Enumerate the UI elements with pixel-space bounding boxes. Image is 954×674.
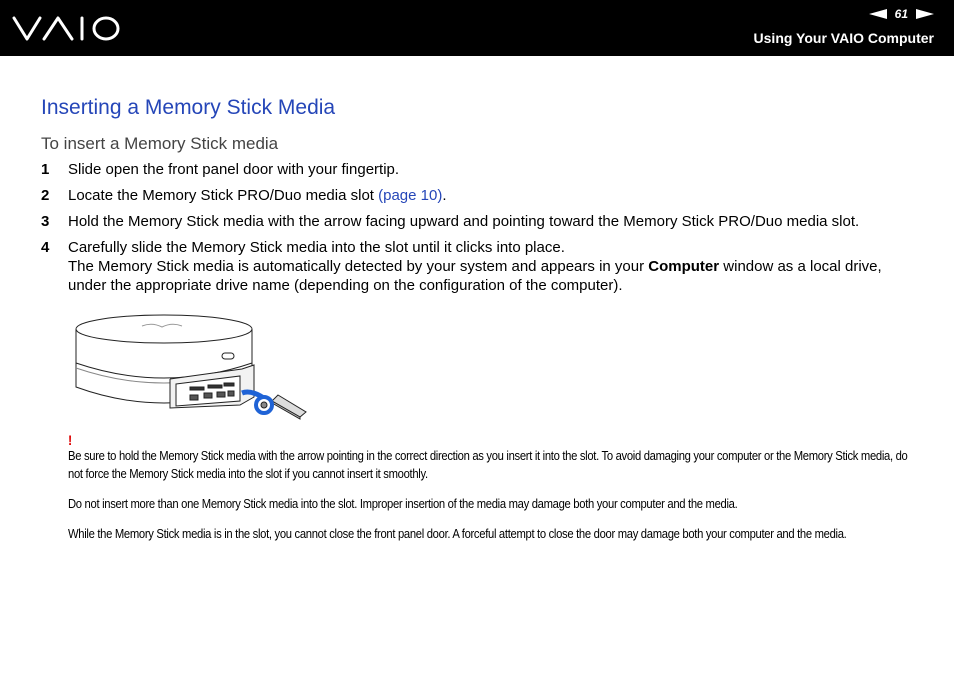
page-title: Inserting a Memory Stick Media <box>41 96 336 119</box>
note-item: Do not insert more than one Memory Stick media into the slot. Improper insertion of the media may damage both your computer and the media. <box>68 497 738 511</box>
vaio-logo-icon <box>12 15 122 43</box>
step-detail-end: window as a local drive, under the appropriate drive name (depending on the configuration of the computer). <box>68 258 882 294</box>
computer-keyword: Computer <box>648 258 720 275</box>
step-text: Carefully slide the Memory Stick media into the slot until it clicks into place. <box>68 239 565 256</box>
note-item: While the Memory Stick media is in the slot, you cannot close the front panel door. A forceful attempt to close the door may damage both your computer and the media. <box>68 527 847 541</box>
computer-illustration-icon <box>72 313 312 423</box>
step-text: Hold the Memory Stick media with the arrow facing upward and pointing toward the Memory Stick PRO/Duo media slot. <box>68 213 860 230</box>
procedure-subtitle: To insert a Memory Stick media <box>41 134 279 153</box>
arrow-right-icon[interactable] <box>916 9 934 19</box>
step-number: 3 <box>41 213 50 230</box>
page-header <box>0 0 954 56</box>
step-number: 1 <box>41 161 50 178</box>
step-detail: The Memory Stick media is automatically detected by your system and appears in your <box>68 258 649 275</box>
note-item: Be sure to hold the Memory Stick media with the arrow pointing in the correct direction as you insert it into the slot. To avoid damaging your computer or the Memory Stick media, do not force the Memory Stick media into the slot if you cannot insert it smoothly. <box>68 449 908 481</box>
warning-mark: ! <box>68 432 72 448</box>
step-number: 4 <box>41 239 50 256</box>
steps-list <box>41 160 921 295</box>
page-10-link[interactable]: (page 10) <box>378 187 443 204</box>
step-number: 2 <box>41 187 50 204</box>
page-number: 61 <box>894 7 908 21</box>
step-item <box>41 160 921 179</box>
step-item <box>41 238 921 295</box>
step-text: Locate the Memory Stick PRO/Duo media slot <box>68 187 379 204</box>
step-item <box>41 212 921 231</box>
main-content <box>41 95 921 302</box>
step-text-end: . <box>442 187 447 204</box>
step-text: Slide open the front panel door with your fingertip. <box>68 161 400 178</box>
notes-section <box>68 432 908 555</box>
step-item <box>41 186 921 205</box>
page-navigation <box>869 7 934 21</box>
vaio-logo <box>12 15 122 48</box>
memory-stick-insertion-illustration <box>72 313 312 428</box>
arrow-left-icon[interactable] <box>869 9 887 19</box>
section-title: Using Your VAIO Computer <box>753 30 934 46</box>
